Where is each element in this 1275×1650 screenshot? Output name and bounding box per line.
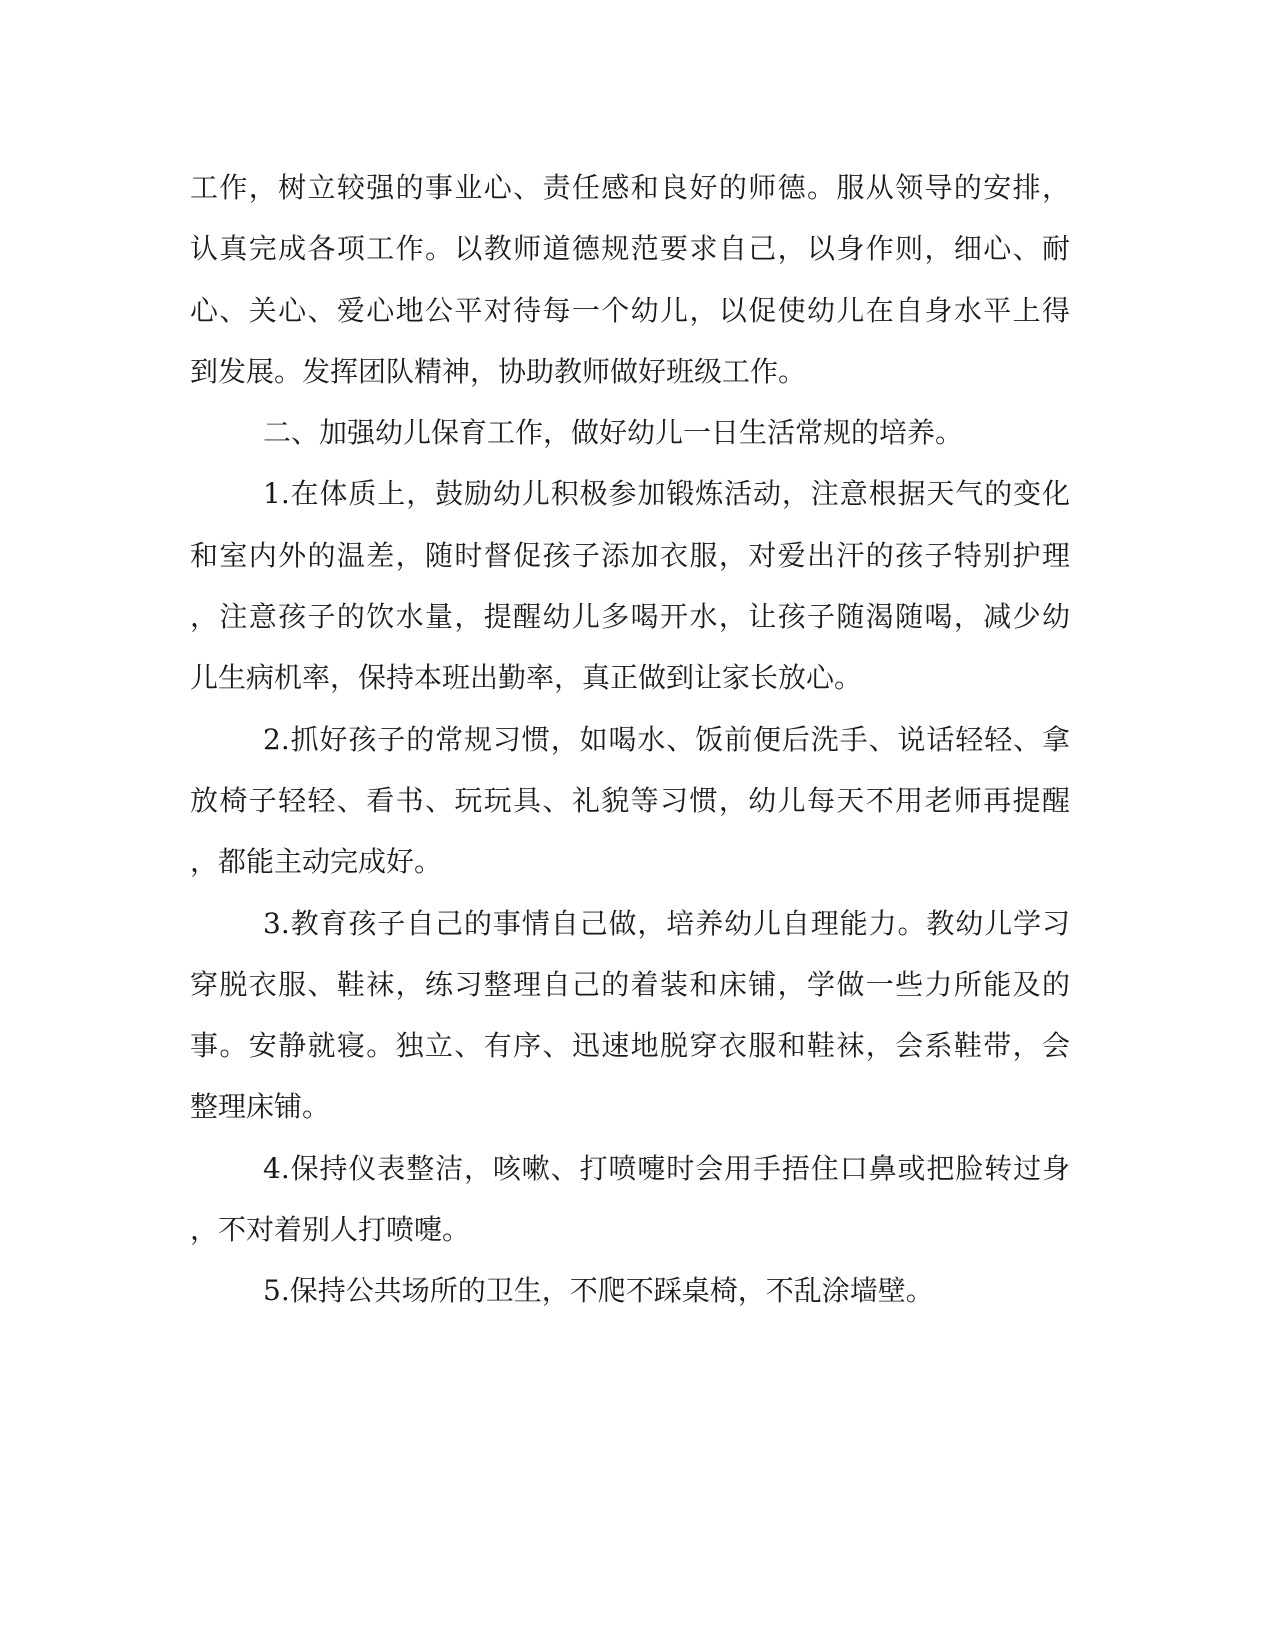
text-line: 1.在体质上，鼓励幼儿积极参加锻炼活动，注意根据天气的变化 bbox=[263, 477, 1070, 511]
text-line: 整理床铺。 bbox=[190, 1090, 331, 1124]
body-text bbox=[190, 157, 1070, 1322]
text-line: 4.保持仪表整洁，咳嗽、打喷嚏时会用手捂住口鼻或把脸转过身 bbox=[263, 1151, 1070, 1185]
paragraph bbox=[190, 157, 1070, 402]
paragraph bbox=[190, 463, 1070, 708]
text-line: 到发展。发挥团队精神，协助教师做好班级工作。 bbox=[190, 354, 807, 388]
text-line: 和室内外的温差，随时督促孩子添加衣服，对爱出汗的孩子特别护理 bbox=[190, 538, 1070, 572]
text-line: 放椅子轻轻、看书、玩玩具、礼貌等习惯，幼儿每天不用老师再提醒 bbox=[190, 783, 1070, 817]
text-line: 认真完成各项工作。以教师道德规范要求自己，以身作则，细心、耐 bbox=[190, 232, 1070, 266]
paragraph bbox=[190, 893, 1070, 1138]
text-line: ，不对着别人打喷嚏。 bbox=[190, 1213, 471, 1247]
text-line: 事。安静就寝。独立、有序、迅速地脱穿衣服和鞋袜，会系鞋带，会 bbox=[190, 1029, 1070, 1063]
text-line: ，都能主动完成好。 bbox=[190, 845, 443, 879]
paragraph bbox=[190, 709, 1070, 893]
paragraph bbox=[190, 1138, 1070, 1261]
text-line: 2.抓好孩子的常规习惯，如喝水、饭前便后洗手、说话轻轻、拿 bbox=[263, 722, 1070, 756]
text-line: ，注意孩子的饮水量，提醒幼儿多喝开水，让孩子随渴随喝，减少幼 bbox=[190, 600, 1070, 634]
paragraph bbox=[190, 1260, 1070, 1321]
paragraph bbox=[190, 402, 1070, 463]
text-line: 穿脱衣服、鞋袜，练习整理自己的着装和床铺，学做一些力所能及的 bbox=[190, 967, 1070, 1001]
text-line: 5.保持公共场所的卫生，不爬不踩桌椅，不乱涂墙壁。 bbox=[263, 1274, 934, 1308]
text-line: 心、关心、爱心地公平对待每一个幼儿，以促使幼儿在自身水平上得 bbox=[190, 293, 1070, 327]
text-line: 二、加强幼儿保育工作，做好幼儿一日生活常规的培养。 bbox=[263, 416, 964, 450]
text-line: 3.教育孩子自己的事情自己做，培养幼儿自理能力。教幼儿学习 bbox=[263, 906, 1070, 940]
text-line: 儿生病机率，保持本班出勤率，真正做到让家长放心。 bbox=[190, 661, 863, 695]
text-line: 工作，树立较强的事业心、责任感和良好的师德。服从领导的安排， bbox=[190, 171, 1070, 204]
